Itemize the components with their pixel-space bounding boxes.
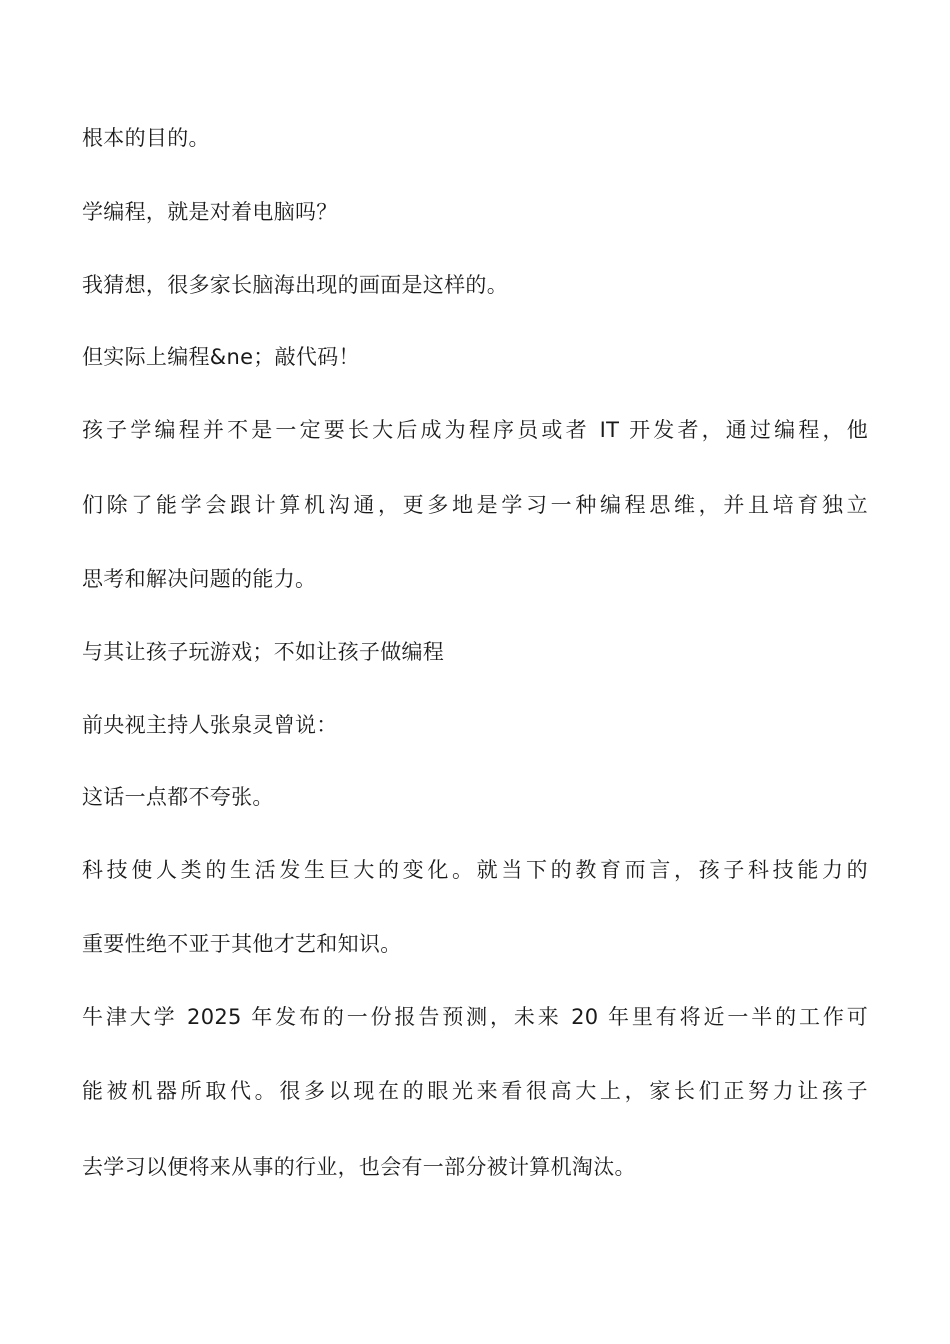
paragraph-line: 根本的目的。 bbox=[82, 126, 210, 150]
paragraph-line: 但实际上编程&ne；敲代码！ bbox=[82, 345, 360, 369]
paragraph-line: 科技使人类的生活发生巨大的变化。就当下的教育而言，孩子科技能力的 bbox=[82, 858, 868, 882]
paragraph-line: 去学习以便将来从事的行业，也会有一部分被计算机淘汰。 bbox=[82, 1155, 636, 1179]
paragraph-line: 学编程，就是对着电脑吗？ bbox=[82, 200, 338, 224]
paragraph-line: 牛津大学 2025 年发布的一份报告预测，未来 20 年里有将近一半的工作可 bbox=[82, 1005, 868, 1029]
paragraph-line: 们除了能学会跟计算机沟通，更多地是学习一种编程思维，并且培育独立 bbox=[82, 493, 868, 517]
paragraph-line: 这话一点都不夸张。 bbox=[82, 785, 274, 809]
paragraph-line: 与其让孩子玩游戏；不如让孩子做编程 bbox=[82, 640, 445, 664]
paragraph-line: 我猜想，很多家长脑海出现的画面是这样的。 bbox=[82, 273, 508, 297]
paragraph-line: 前央视主持人张泉灵曾说： bbox=[82, 713, 338, 737]
paragraph-line: 孩子学编程并不是一定要长大后成为程序员或者 IT 开发者，通过编程，他 bbox=[82, 418, 868, 442]
paragraph-line: 思考和解决问题的能力。 bbox=[82, 567, 317, 591]
paragraph-line: 能被机器所取代。很多以现在的眼光来看很高大上，家长们正努力让孩子 bbox=[82, 1079, 868, 1103]
paragraph-line: 重要性绝不亚于其他才艺和知识。 bbox=[82, 932, 402, 956]
